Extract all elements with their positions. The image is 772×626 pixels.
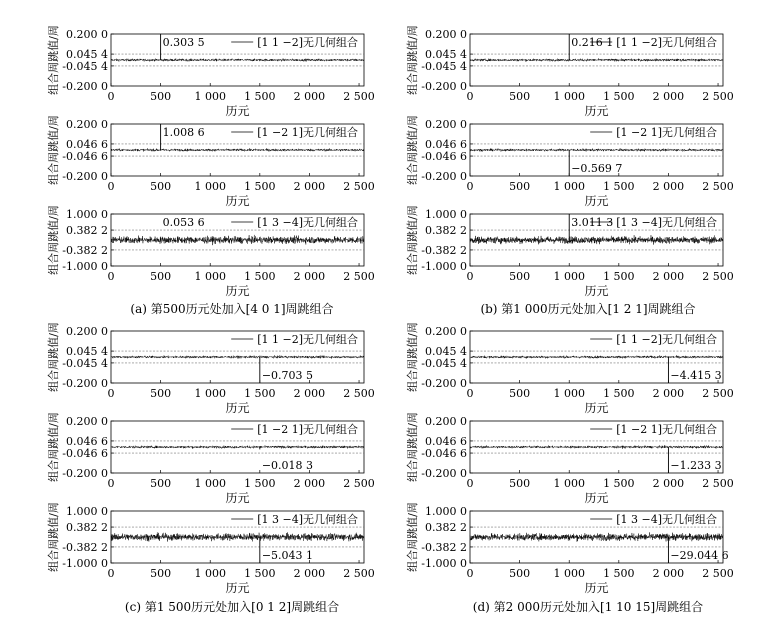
x-axis-label: 历元	[584, 491, 609, 505]
y-tick-label: -0.200 0	[421, 467, 467, 480]
y-axis-label: 组合周跳值/周	[406, 502, 419, 572]
x-tick-label: 2 000	[652, 180, 685, 193]
slip-value-label: −5.043 1	[261, 549, 314, 562]
x-axis-label: 历元	[225, 104, 250, 118]
y-tick-label: 0.200 0	[66, 28, 108, 41]
x-tick-label: 2 500	[343, 270, 375, 283]
y-tick-label: -0.382 2	[62, 243, 108, 257]
y-tick-label: 0.046 6	[425, 434, 467, 448]
x-tick-label: 2 000	[652, 477, 685, 490]
y-tick-label: 0.200 0	[66, 415, 108, 428]
x-tick-label: 0	[107, 90, 115, 103]
x-axis-label: 历元	[225, 284, 250, 298]
y-axis-label: 组合周跳值/周	[47, 205, 60, 275]
y-tick-label: -0.200 0	[421, 377, 467, 390]
x-axis-label: 历元	[225, 194, 250, 208]
x-tick-label: 1 000	[194, 567, 226, 580]
y-tick-label: -0.382 2	[421, 540, 467, 554]
subplot-b-3	[405, 205, 734, 298]
x-tick-label: 0	[107, 477, 115, 490]
x-tick-label: 2 000	[652, 567, 685, 580]
y-axis-label: 组合周跳值/周	[406, 205, 419, 275]
x-tick-label: 2 500	[702, 387, 734, 400]
legend-label: [1 1 −2]无几何组合	[257, 333, 358, 346]
subplot-d-2	[405, 412, 734, 505]
x-tick-label: 1 500	[603, 477, 635, 490]
y-tick-label: -0.200 0	[421, 80, 467, 93]
y-tick-label: -0.046 6	[421, 150, 467, 164]
y-tick-label: -0.200 0	[62, 170, 108, 183]
y-tick-label: 1.000 0	[66, 505, 108, 518]
legend-label: [1 −2 1]无几何组合	[616, 423, 717, 436]
x-tick-label: 1 500	[244, 270, 276, 283]
y-axis-label: 组合周跳值/周	[406, 322, 419, 392]
x-tick-label: 1 000	[194, 270, 226, 283]
legend-label: [1 3 −4]无几何组合	[257, 216, 358, 229]
y-tick-label: -0.382 2	[62, 540, 108, 554]
y-tick-label: -0.200 0	[421, 170, 467, 183]
x-tick-label: 0	[466, 477, 474, 490]
y-tick-label: 0.200 0	[66, 325, 108, 338]
x-tick-label: 2 500	[343, 567, 375, 580]
y-tick-label: 0.200 0	[425, 28, 467, 41]
y-tick-label: -0.045 4	[421, 59, 467, 73]
legend-label: [1 1 −2]无几何组合	[616, 333, 717, 346]
x-tick-label: 0	[466, 270, 474, 283]
y-tick-label: 0.382 2	[425, 521, 467, 535]
x-tick-label: 500	[150, 180, 172, 193]
y-tick-label: -0.045 4	[62, 356, 108, 370]
slip-value-label: 0.303 5	[162, 36, 205, 49]
y-tick-label: 1.000 0	[425, 208, 467, 221]
x-axis-label: 历元	[225, 581, 250, 595]
x-tick-label: 2 500	[702, 180, 734, 193]
x-tick-label: 2 500	[343, 90, 375, 103]
x-tick-label: 500	[509, 270, 531, 283]
y-tick-label: 0.200 0	[66, 118, 108, 131]
x-tick-label: 0	[466, 567, 474, 580]
x-axis-label: 历元	[225, 491, 250, 505]
panel-caption: (d) 第2 000历元处加入[1 10 15]周跳组合	[472, 600, 704, 614]
legend-label: [1 3 −4]无几何组合	[616, 513, 717, 526]
x-tick-label: 1 500	[244, 90, 276, 103]
x-tick-label: 500	[150, 387, 172, 400]
x-tick-label: 1 500	[603, 270, 635, 283]
y-axis-label: 组合周跳值/周	[47, 502, 60, 572]
slip-value-label: −1.233 3	[670, 459, 722, 472]
y-tick-label: -0.046 6	[62, 150, 108, 164]
y-tick-label: -1.000 0	[421, 260, 467, 273]
x-tick-label: 2 000	[652, 90, 685, 103]
x-axis-label: 历元	[584, 401, 609, 415]
x-tick-label: 2 000	[293, 567, 326, 580]
y-axis-label: 组合周跳值/周	[47, 322, 60, 392]
x-tick-label: 0	[466, 90, 474, 103]
subplot-b-2	[405, 115, 734, 208]
y-tick-label: -0.200 0	[62, 467, 108, 480]
x-tick-label: 0	[107, 387, 115, 400]
y-axis-label: 组合周跳值/周	[406, 412, 419, 482]
x-tick-label: 1 000	[553, 90, 585, 103]
y-tick-label: 0.045 4	[425, 345, 467, 359]
y-axis-label: 组合周跳值/周	[47, 412, 60, 482]
x-tick-label: 2 000	[293, 90, 326, 103]
x-axis-label: 历元	[584, 104, 609, 118]
y-tick-label: 1.000 0	[425, 505, 467, 518]
legend-label: [1 3 −4]无几何组合	[257, 513, 358, 526]
x-tick-label: 1 000	[194, 180, 226, 193]
slip-value-label: −0.569 7	[571, 162, 623, 175]
x-tick-label: 1 000	[553, 477, 585, 490]
x-tick-label: 500	[509, 180, 531, 193]
x-axis-label: 历元	[584, 284, 609, 298]
subplot-c-2	[46, 412, 375, 505]
x-tick-label: 0	[466, 180, 474, 193]
x-tick-label: 2 000	[652, 387, 685, 400]
x-tick-label: 2 000	[293, 477, 326, 490]
x-tick-label: 0	[107, 567, 115, 580]
y-axis-label: 组合周跳值/周	[406, 25, 419, 95]
panel-caption: (c) 第1 500历元处加入[0 1 2]周跳组合	[124, 600, 340, 614]
x-tick-label: 2 500	[343, 180, 375, 193]
y-tick-label: 0.045 4	[425, 48, 467, 62]
x-tick-label: 2 000	[293, 387, 326, 400]
y-tick-label: 0.045 4	[66, 345, 108, 359]
x-tick-label: 2 500	[702, 567, 734, 580]
slip-value-label: 3.011 3	[571, 216, 614, 229]
x-tick-label: 500	[509, 567, 531, 580]
x-tick-label: 1 000	[553, 180, 585, 193]
x-tick-label: 2 000	[652, 270, 685, 283]
y-tick-label: 0.200 0	[425, 415, 467, 428]
x-tick-label: 500	[509, 90, 531, 103]
x-tick-label: 1 500	[244, 477, 276, 490]
legend-label: [1 1 −2]无几何组合	[616, 36, 717, 49]
y-tick-label: -0.200 0	[62, 80, 108, 93]
y-tick-label: 0.045 4	[66, 48, 108, 62]
y-axis-label: 组合周跳值/周	[47, 25, 60, 95]
x-tick-label: 1 500	[244, 387, 276, 400]
slip-value-label: −0.703 5	[261, 369, 314, 382]
x-tick-label: 2 500	[702, 270, 734, 283]
subplot-c-3	[46, 502, 375, 595]
y-tick-label: -1.000 0	[62, 557, 108, 570]
subplot-d-3	[405, 502, 734, 595]
legend-label: [1 −2 1]无几何组合	[616, 126, 717, 139]
y-axis-label: 组合周跳值/周	[47, 115, 60, 185]
x-tick-label: 2 500	[702, 90, 734, 103]
y-tick-label: 0.382 2	[425, 224, 467, 238]
x-tick-label: 500	[150, 477, 172, 490]
x-axis-label: 历元	[584, 194, 609, 208]
y-tick-label: 0.382 2	[66, 224, 108, 238]
y-tick-label: -0.045 4	[62, 59, 108, 73]
x-tick-label: 1 500	[603, 90, 635, 103]
y-tick-label: 0.200 0	[425, 325, 467, 338]
y-tick-label: -1.000 0	[62, 260, 108, 273]
subplot-c-1	[46, 322, 375, 415]
slip-value-label: −4.415 3	[670, 369, 722, 382]
y-tick-label: -0.382 2	[421, 243, 467, 257]
x-tick-label: 500	[150, 270, 172, 283]
y-tick-label: 0.382 2	[66, 521, 108, 535]
x-tick-label: 1 500	[244, 567, 276, 580]
slip-value-label: −29.044 6	[670, 549, 729, 562]
x-tick-label: 1 000	[194, 387, 226, 400]
x-tick-label: 1 000	[194, 90, 226, 103]
x-tick-label: 2 000	[293, 180, 326, 193]
x-tick-label: 2 000	[293, 270, 326, 283]
y-tick-label: 0.046 6	[66, 434, 108, 448]
y-tick-label: -0.200 0	[62, 377, 108, 390]
y-tick-label: -0.046 6	[421, 447, 467, 461]
y-tick-label: -0.045 4	[421, 356, 467, 370]
x-axis-label: 历元	[225, 401, 250, 415]
x-tick-label: 1 000	[553, 567, 585, 580]
x-tick-label: 1 000	[553, 270, 585, 283]
subplot-a-2	[46, 115, 375, 208]
subplot-d-1	[405, 322, 734, 415]
legend-label: [1 1 −2]无几何组合	[257, 36, 358, 49]
legend-label: [1 −2 1]无几何组合	[257, 126, 358, 139]
panel-caption: (a) 第500历元处加入[4 0 1]周跳组合	[130, 302, 334, 316]
x-tick-label: 500	[509, 477, 531, 490]
y-tick-label: 0.046 6	[425, 137, 467, 151]
x-tick-label: 1 000	[194, 477, 226, 490]
slip-value-label: 0.216 1	[571, 36, 614, 49]
slip-value-label: 0.053 6	[162, 216, 205, 229]
subplot-b-1	[405, 25, 734, 118]
subplot-a-3	[46, 205, 375, 298]
y-tick-label: 0.046 6	[66, 137, 108, 151]
x-tick-label: 1 500	[244, 180, 276, 193]
x-tick-label: 2 500	[702, 477, 734, 490]
x-tick-label: 0	[466, 387, 474, 400]
x-axis-label: 历元	[584, 581, 609, 595]
legend-label: [1 3 −4]无几何组合	[616, 216, 717, 229]
x-tick-label: 500	[150, 90, 172, 103]
y-tick-label: 0.200 0	[425, 118, 467, 131]
x-tick-label: 2 500	[343, 387, 375, 400]
x-tick-label: 500	[509, 387, 531, 400]
slip-value-label: 1.008 6	[162, 126, 205, 139]
subplot-a-1	[46, 25, 375, 118]
x-tick-label: 1 500	[603, 567, 635, 580]
y-tick-label: 1.000 0	[66, 208, 108, 221]
x-tick-label: 500	[150, 567, 172, 580]
x-tick-label: 2 500	[343, 477, 375, 490]
x-tick-label: 1 000	[553, 387, 585, 400]
slip-value-label: −0.018 3	[261, 459, 314, 472]
y-tick-label: -1.000 0	[421, 557, 467, 570]
panel-caption: (b) 第1 000历元处加入[1 2 1]周跳组合	[480, 302, 696, 316]
x-tick-label: 0	[107, 270, 115, 283]
x-tick-label: 1 500	[603, 387, 635, 400]
y-tick-label: -0.046 6	[62, 447, 108, 461]
x-tick-label: 0	[107, 180, 115, 193]
y-axis-label: 组合周跳值/周	[406, 115, 419, 185]
x-tick-label: 1 500	[603, 180, 635, 193]
legend-label: [1 −2 1]无几何组合	[257, 423, 358, 436]
